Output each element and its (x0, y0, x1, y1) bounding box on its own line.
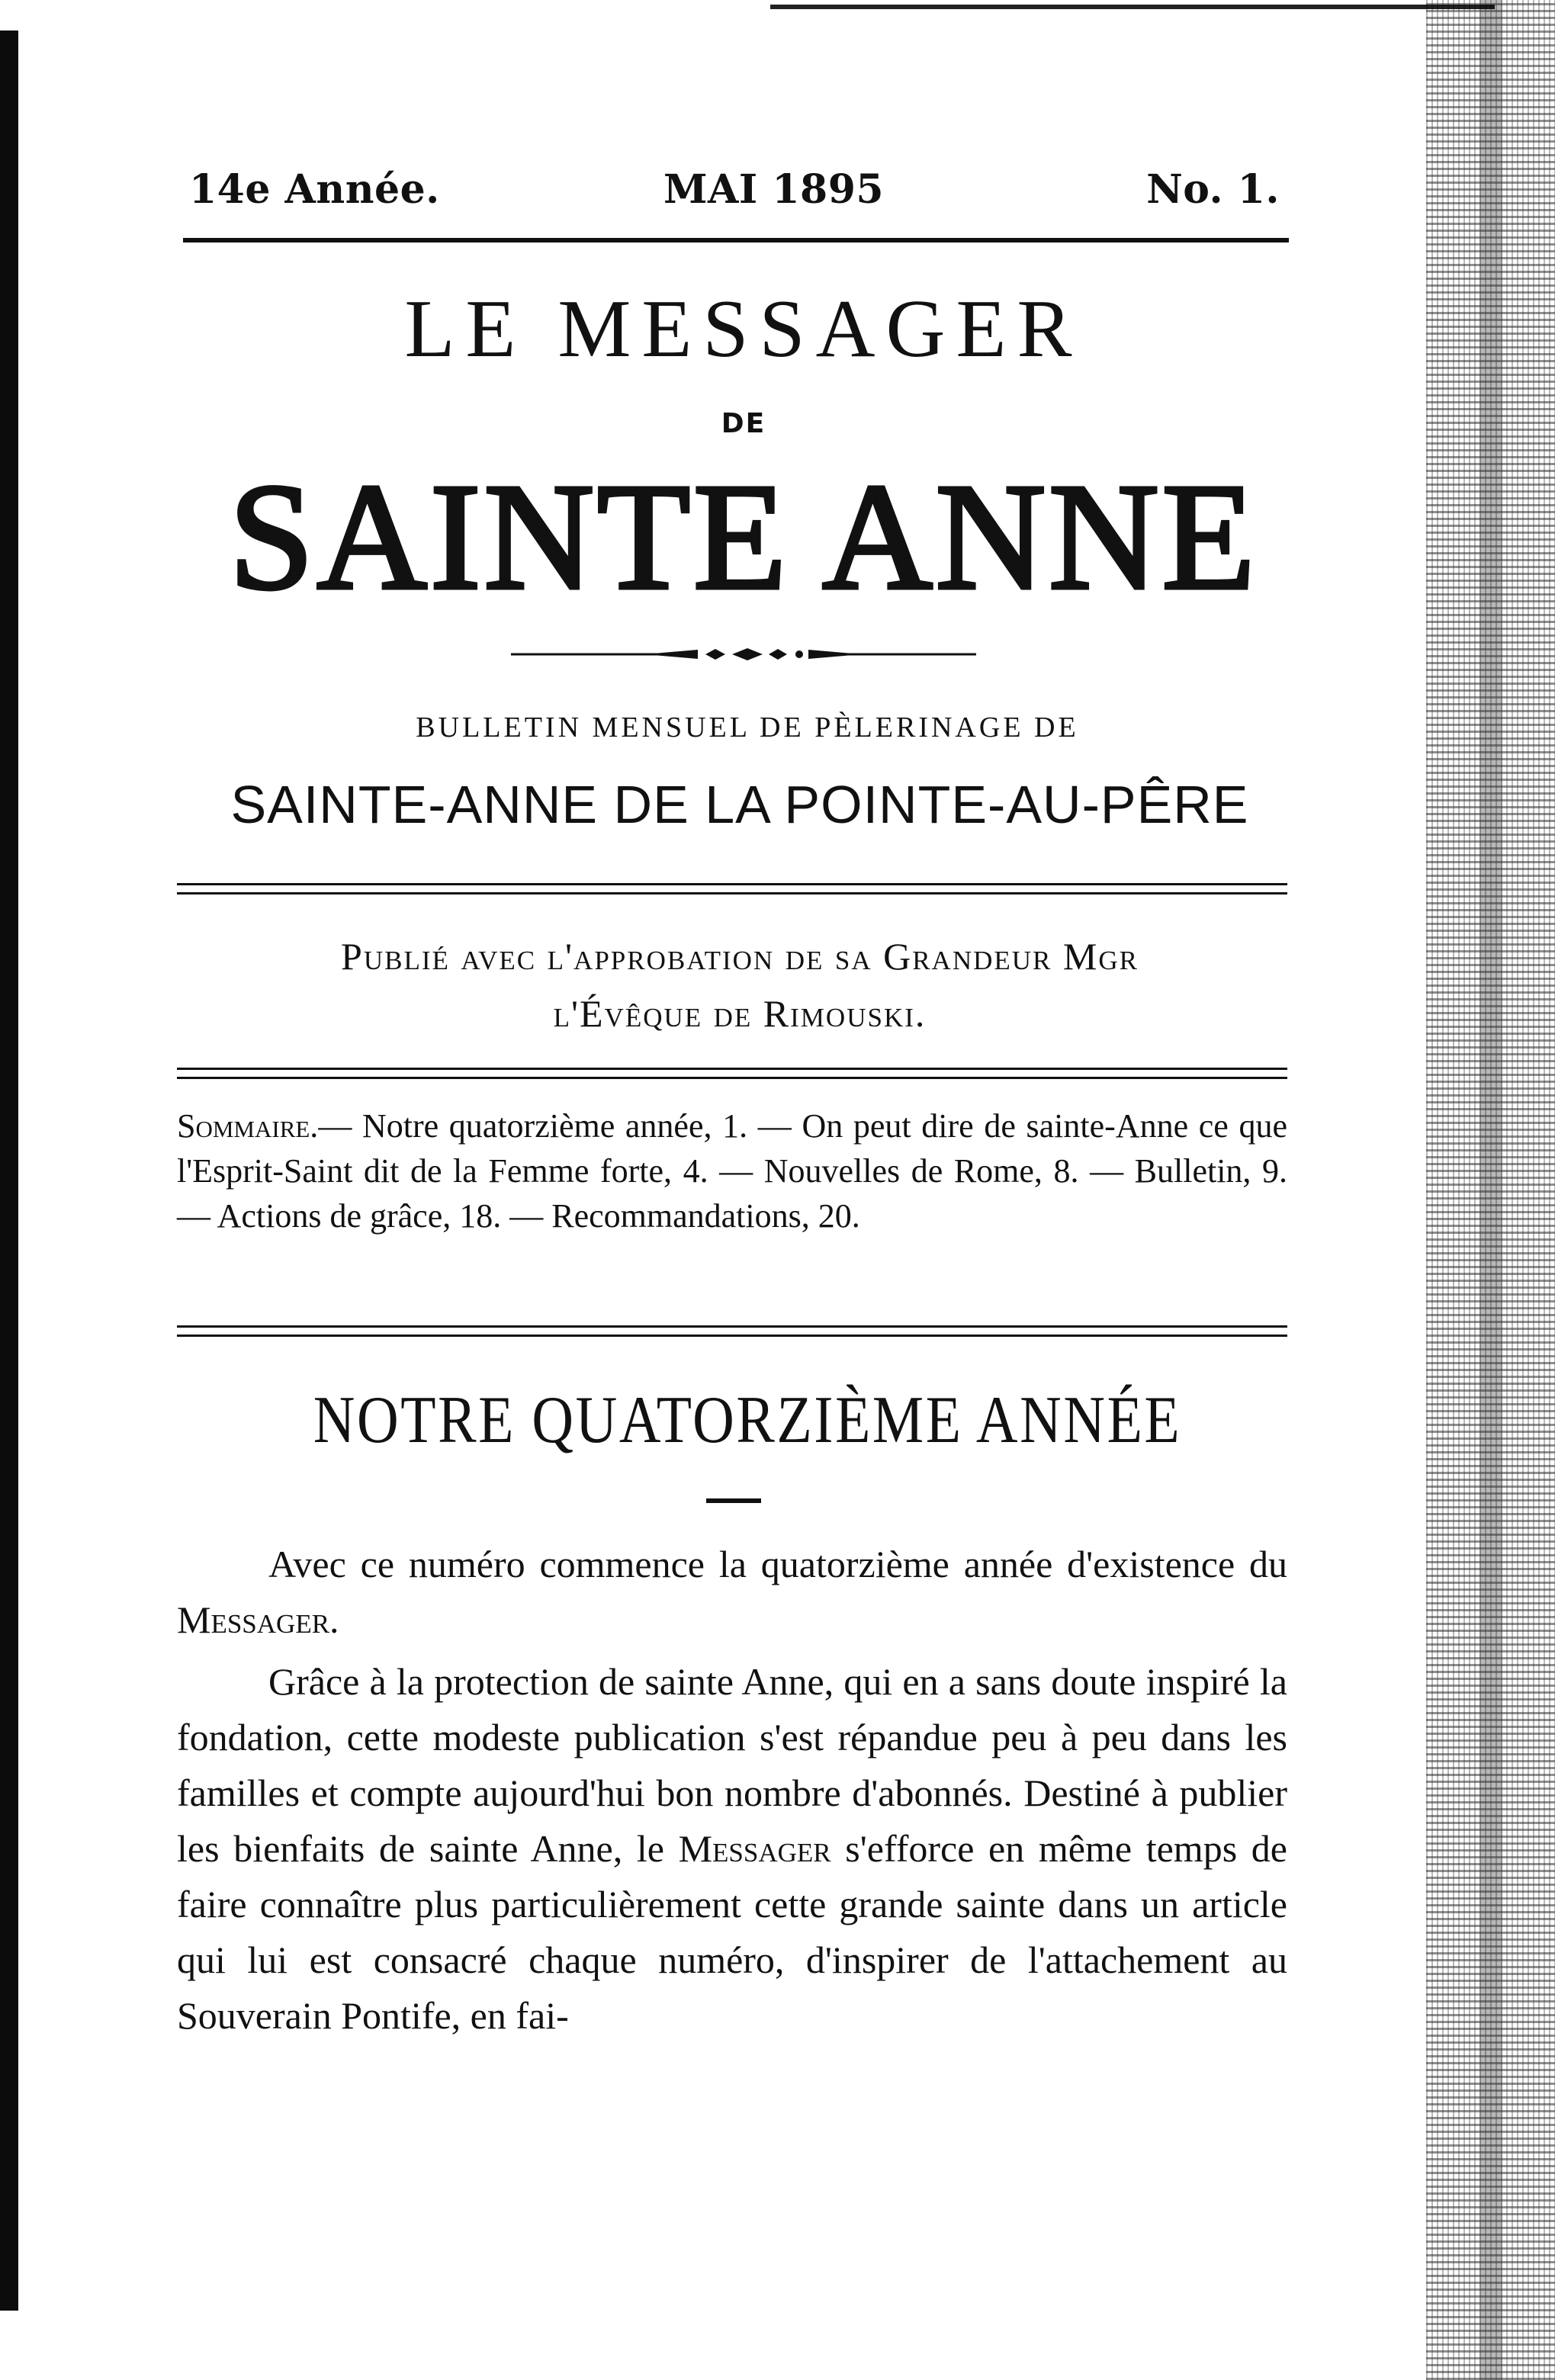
title-de: DE (721, 408, 766, 439)
double-rule-top (177, 1325, 1287, 1328)
double-rule-top (177, 883, 1287, 885)
paragraph-text: Avec ce numéro commence la quatorzième année d'existence du (268, 1543, 1287, 1585)
approbation-line2: l'Évêque de Rimouski. (553, 992, 927, 1035)
article-body (177, 1537, 1287, 2050)
masthead-row (189, 166, 1280, 220)
paragraph-text: . (329, 1598, 339, 1641)
paragraph (177, 1537, 1287, 1648)
paragraph-smallcaps: Messager (678, 1827, 831, 1870)
subtitle-line1: BULLETIN MENSUEL DE PÈLERINAGE DE (416, 711, 1079, 744)
paragraph (177, 1654, 1287, 2044)
sommaire-text: — Notre quatorzième année, 1. — On peut dire de sainte-Anne ce que l'Esprit-Saint dit de la Femme forte, 4. — Nouvelles de Rome, 8. — Bulletin, 9. — Actions de grâce, 18. — Recommandations, 20. (177, 1107, 1287, 1235)
double-rule-bottom (177, 1077, 1287, 1079)
paragraph-text: s'efforce en même temps de faire connaître plus particulièrement cette grande sainte dans un article qui lui est consacré chaque numéro, d'inspirer de l'attachement au Souverain Pontife, en fai- (177, 1827, 1287, 2037)
double-rule-top (177, 1068, 1287, 1070)
paragraph-text: Grâce à la protection de sainte Anne, qui en a sans doute inspiré la fondation, cette modeste publication s'est répandue peu à peu dans les familles et compte aujourd'hui bon nombre d'abonnés. Destiné à publier les bienfaits de sainte Anne, le (177, 1660, 1287, 1870)
title-le-messager: LE MESSAGER (404, 284, 1083, 374)
double-rule-bottom (177, 892, 1287, 895)
sommaire-label: Sommaire. (177, 1107, 319, 1145)
ornament-divider (511, 646, 976, 663)
year-label: 14e Année. (189, 166, 440, 213)
subtitle-line2: SAINTE-ANNE DE LA POINTE-AU-PÊRE (230, 775, 1249, 834)
date-label: MAI 1895 (663, 166, 885, 213)
sommaire-block (177, 1103, 1287, 1238)
article-title: NOTRE QUATORZIÈME ANNÉE (313, 1383, 1182, 1457)
approbation-line1: Publié avec l'approbation de sa Grandeur Mgr (341, 935, 1139, 978)
issue-number: No. 1. (1146, 166, 1280, 213)
title-dash (706, 1498, 761, 1503)
double-rule-bottom (177, 1335, 1287, 1337)
title-sainte-anne: SAINTE ANNE (229, 453, 1258, 621)
header-rule (183, 238, 1289, 242)
paragraph-smallcaps: Messager (177, 1598, 330, 1641)
